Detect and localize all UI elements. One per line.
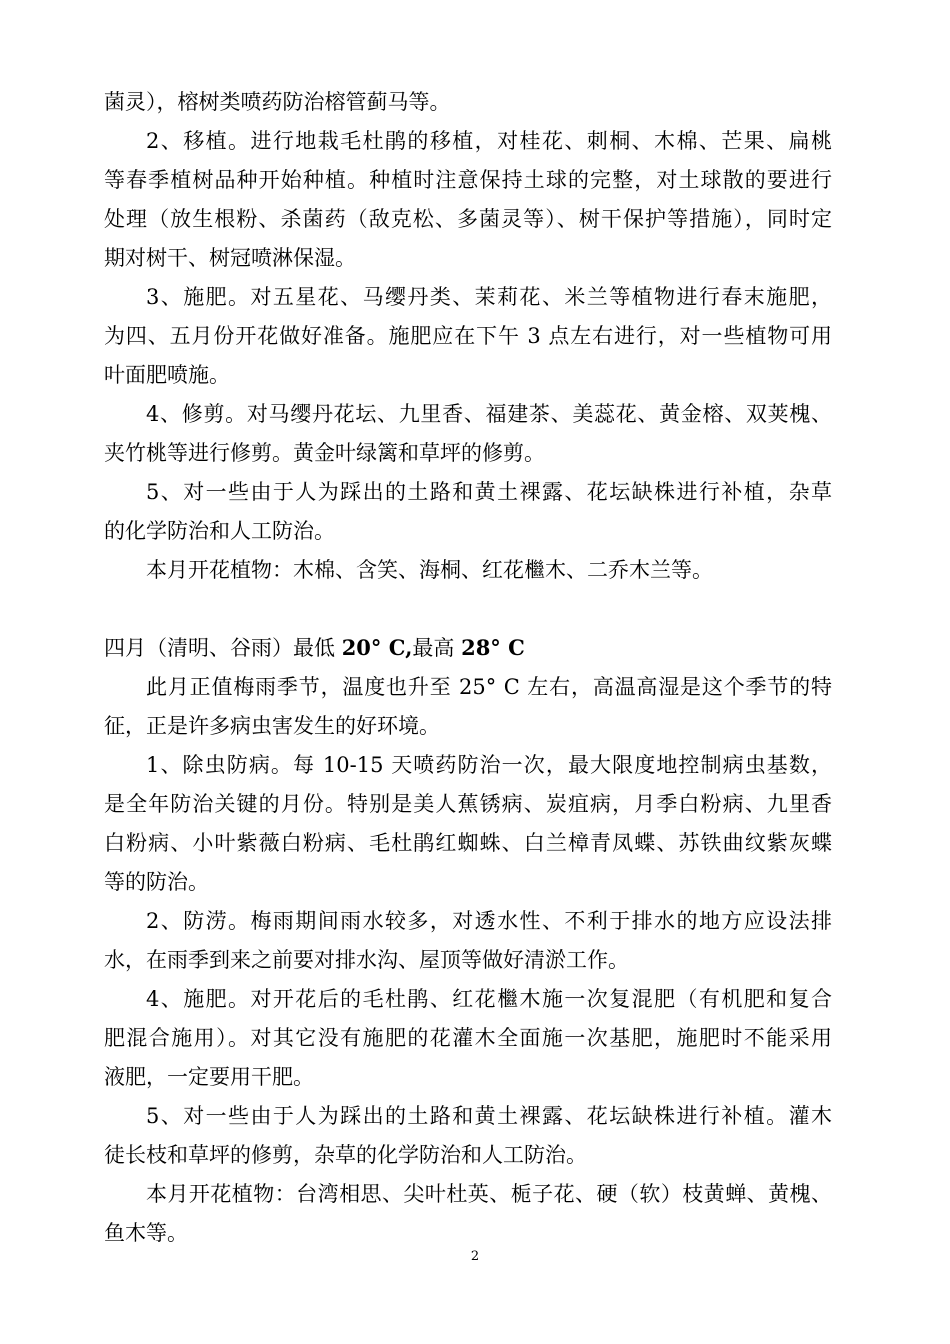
text-line: 本月开花植物：木棉、含笑、海桐、红花檵木、二乔木兰等。 <box>146 558 713 582</box>
heading-middle: 最高 <box>412 636 462 660</box>
text-line: 3、施肥。对五星花、马缨丹类、茉莉花、米兰等植物进行春末施肥， <box>146 285 832 309</box>
text-line: 徒长枝和草坪的修剪，杂草的化学防治和人工防治。 <box>104 1143 587 1167</box>
page-number: 2 <box>470 1249 480 1264</box>
text-line: 5、对一些由于人为踩出的土路和黄土裸露、花坛缺株进行补植。灌木 <box>146 1104 832 1128</box>
text-line: 处理（放生根粉、杀菌药（敌克松、多菌灵等）、树干保护等措施），同时定 <box>104 207 832 231</box>
text-line: 4、施肥。对开花后的毛杜鹃、红花檵木施一次复混肥（有机肥和复合 <box>146 987 832 1011</box>
text-line: 4、修剪。对马缨丹花坛、九里香、福建茶、美蕊花、黄金榕、双荚槐、 <box>146 402 832 426</box>
text-line: 等的防治。 <box>104 870 209 894</box>
section-heading <box>104 634 832 662</box>
text-line: 是全年防治关键的月份。特别是美人蕉锈病、炭疽病，月季白粉病、九里香 <box>104 792 832 816</box>
text-line: 水，在雨季到来之前要对排水沟、屋顶等做好清淤工作。 <box>104 948 629 972</box>
text-line: 此月正值梅雨季节，温度也升至 25° C 左右，高温高湿是这个季节的特 <box>146 675 832 699</box>
text-line: 叶面肥喷施。 <box>104 363 230 387</box>
text-line: 期对树干、树冠喷淋保湿。 <box>104 246 356 270</box>
heading-high-temp: 28° C <box>461 635 525 660</box>
heading-low-temp: 20° C, <box>341 635 413 660</box>
text-line: 的化学防治和人工防治。 <box>104 519 335 543</box>
text-line: 2、移植。进行地栽毛杜鹃的移植，对桂花、刺桐、木棉、芒果、扁桃 <box>146 129 832 153</box>
text-line: 液肥，一定要用干肥。 <box>104 1065 314 1089</box>
text-line: 夹竹桃等进行修剪。黄金叶绿篱和草坪的修剪。 <box>104 441 545 465</box>
text-line: 征，正是许多病虫害发生的好环境。 <box>104 714 440 738</box>
text-line: 白粉病、小叶紫薇白粉病、毛杜鹃红蜘蛛、白兰樟青凤蝶、苏铁曲纹紫灰蝶 <box>104 831 832 855</box>
heading-prefix: 四月（清明、谷雨）最低 <box>104 636 342 660</box>
text-line: 鱼木等。 <box>104 1221 188 1245</box>
text-line: 1、除虫防病。每 10-15 天喷药防治一次，最大限度地控制病虫基数， <box>146 753 832 777</box>
text-line: 为四、五月份开花做好准备。施肥应在下午 3 点左右进行，对一些植物可用 <box>104 324 832 348</box>
text-line: 本月开花植物：台湾相思、尖叶杜英、栀子花、硬（软）枝黄蝉、黄槐、 <box>146 1182 832 1206</box>
text-line: 等春季植树品种开始种植。种植时注意保持土球的完整，对土球散的要进行 <box>104 168 832 192</box>
text-line: 菌灵），榕树类喷药防治榕管蓟马等。 <box>104 90 451 114</box>
text-line: 5、对一些由于人为踩出的土路和黄土裸露、花坛缺株进行补植，杂草 <box>146 480 832 504</box>
text-line: 2、防涝。梅雨期间雨水较多，对透水性、不利于排水的地方应设法排 <box>146 909 832 933</box>
text-line: 肥混合施用）。对其它没有施肥的花灌木全面施一次基肥，施肥时不能采用 <box>104 1026 832 1050</box>
